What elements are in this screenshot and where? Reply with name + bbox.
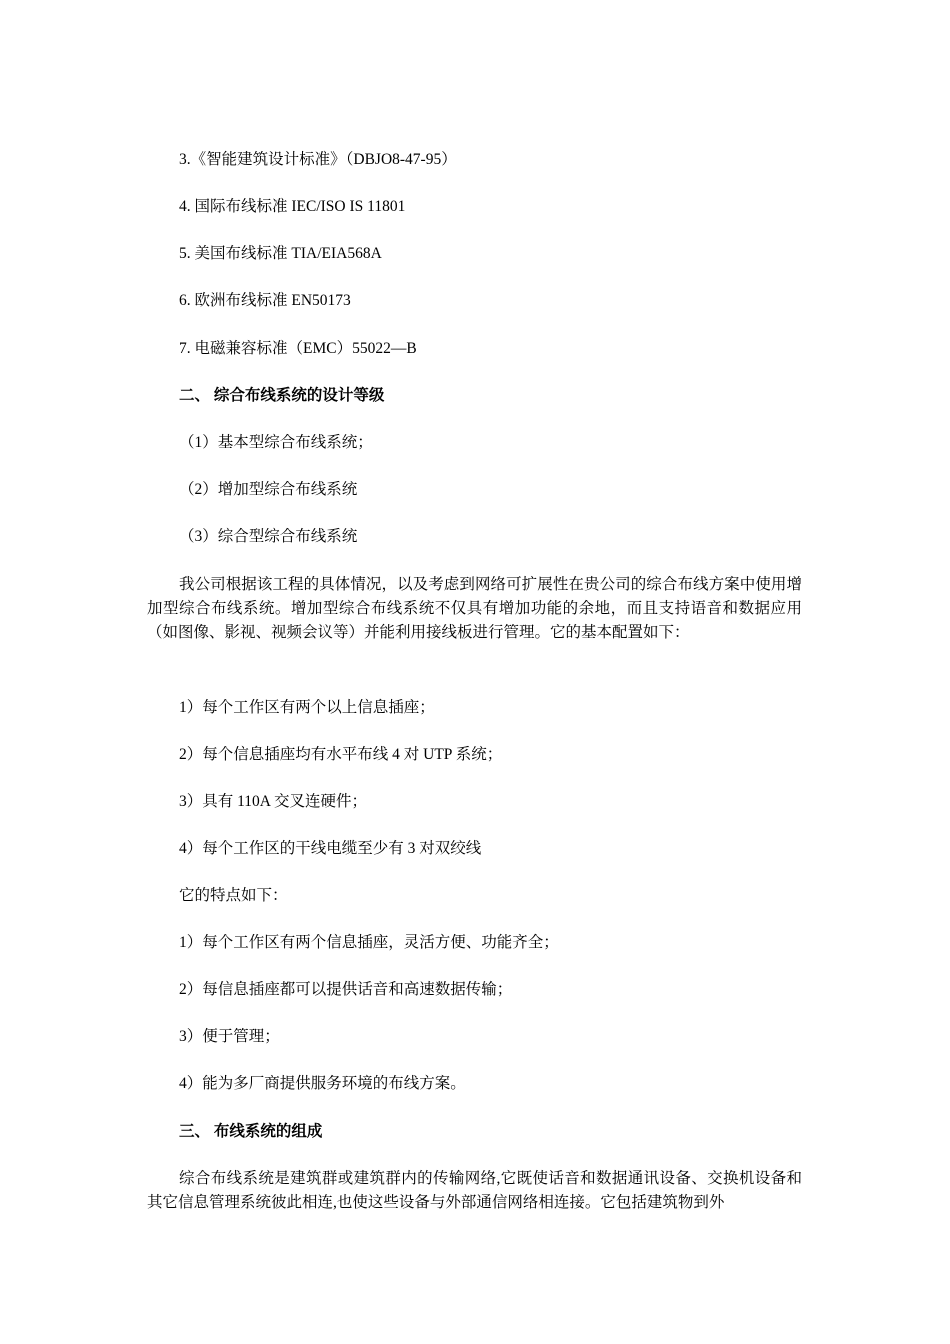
standard-item-3: 3.《智能建筑设计标准》（DBJO8-47-95） bbox=[179, 151, 457, 168]
design-level-comprehensive: （3）综合型综合布线系统 bbox=[179, 528, 358, 545]
section-heading-design-levels: 二、 综合布线系统的设计等级 bbox=[179, 387, 385, 404]
feature-item-1: 1）每个工作区有两个信息插座，灵活方便、功能齐全； bbox=[179, 934, 559, 951]
design-level-basic: （1）基本型综合布线系统； bbox=[179, 434, 373, 451]
config-item-1: 1）每个工作区有两个以上信息插座； bbox=[179, 699, 435, 716]
standard-item-5: 5. 美国布线标准 TIA/EIA568A bbox=[179, 245, 382, 262]
standard-item-7: 7. 电磁兼容标准（EMC）55022—B bbox=[179, 340, 417, 357]
design-level-enhanced: （2）增加型综合布线系统 bbox=[179, 481, 358, 498]
feature-item-3: 3）便于管理； bbox=[179, 1028, 280, 1045]
features-title: 它的特点如下： bbox=[179, 887, 288, 904]
feature-item-2: 2）每信息插座都可以提供话音和高速数据传输； bbox=[179, 981, 513, 998]
composition-paragraph: 综合布线系统是建筑群或建筑群内的传输网络,它既使话音和数据通讯设备、交换机设备和其它信息管理系统彼此相连,也使这些设备与外部通信网络相连接。它包括建筑物到外 bbox=[147, 1170, 802, 1211]
standard-item-4: 4. 国际布线标准 IEC/ISO IS 11801 bbox=[179, 198, 406, 215]
section-heading-composition: 三、 布线系统的组成 bbox=[179, 1123, 323, 1140]
feature-item-4: 4）能为多厂商提供服务环境的布线方案。 bbox=[179, 1075, 466, 1092]
design-choice-paragraph: 我公司根据该工程的具体情况，以及考虑到网络可扩展性在贵公司的综合布线方案中使用增加型综合布线系统。增加型综合布线系统不仅具有增加功能的余地，而且支持语音和数据应用（如图像、影视、视频会议等）并能利用接线板进行管理。它的基本配置如下： bbox=[147, 576, 802, 641]
config-item-2: 2）每个信息插座均有水平布线 4 对 UTP 系统； bbox=[179, 746, 503, 763]
config-item-3: 3）具有 110A 交叉连硬件； bbox=[179, 793, 368, 810]
config-item-4: 4）每个工作区的干线电缆至少有 3 对双绞线 bbox=[179, 840, 482, 857]
standard-item-6: 6. 欧洲布线标准 EN50173 bbox=[179, 292, 351, 309]
